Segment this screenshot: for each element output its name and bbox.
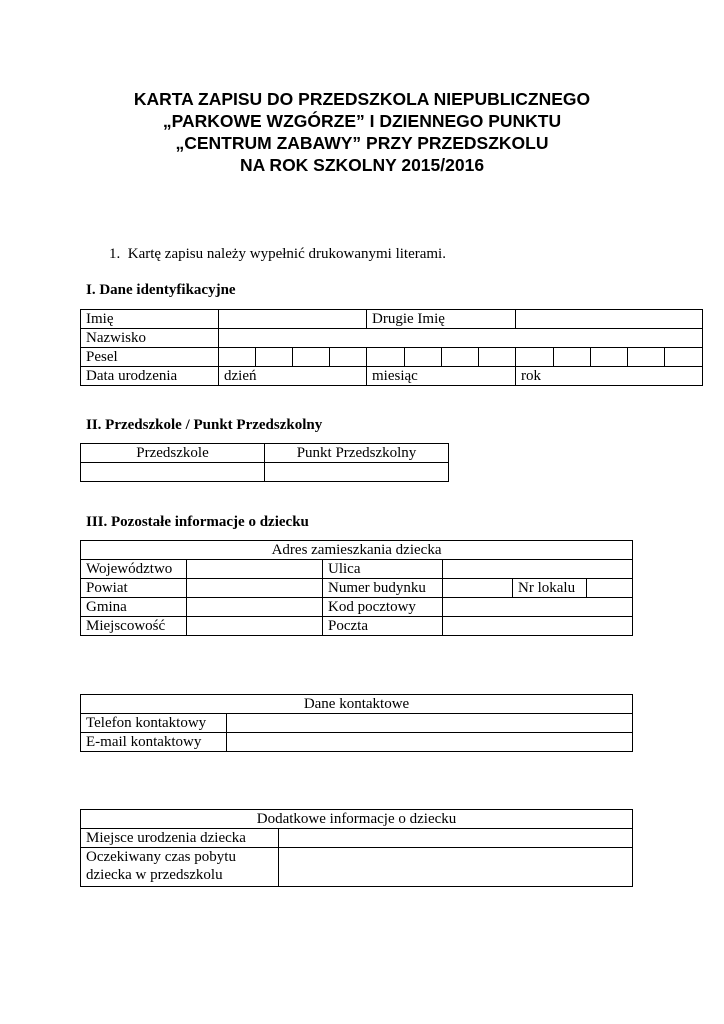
label-nr-lokalu: Nr lokalu — [513, 579, 587, 598]
input-numer-budynku[interactable] — [443, 579, 513, 598]
input-miesiac[interactable]: miesiąc — [367, 367, 516, 386]
row-nazwisko — [81, 329, 703, 348]
pesel-digit-box[interactable] — [665, 348, 703, 367]
row-miejsce-urodzenia — [81, 829, 633, 848]
title-line-2: „PARKOWE WZGÓRZE” I DZIENNEGO PUNKTU — [162, 111, 562, 131]
section-3-heading: III. Pozostałe informacje o dziecku — [86, 514, 309, 530]
input-dzien[interactable]: dzień — [219, 367, 367, 386]
row-address-header — [81, 541, 633, 560]
label-imie: Imię — [81, 310, 219, 329]
instruction-text: 1. Kartę zapisu należy wypełnić drukowanymi literami. — [109, 246, 446, 262]
pesel-digit-box[interactable] — [219, 348, 256, 367]
input-telefon[interactable] — [227, 714, 633, 733]
input-poczta[interactable] — [443, 617, 633, 636]
label-powiat: Powiat — [81, 579, 187, 598]
input-gmina[interactable] — [187, 598, 323, 617]
row-powiat — [81, 579, 633, 598]
input-drugie-imie[interactable] — [516, 310, 703, 329]
row-preschool-choice — [81, 463, 449, 482]
row-contact-header — [81, 695, 633, 714]
pesel-digit-box[interactable] — [367, 348, 405, 367]
pesel-digit-box[interactable] — [554, 348, 591, 367]
label-pesel: Pesel — [81, 348, 219, 367]
row-gmina — [81, 598, 633, 617]
input-rok[interactable]: rok — [516, 367, 703, 386]
row-imie — [81, 310, 703, 329]
title-line-4: NA ROK SZKOLNY 2015/2016 — [239, 155, 485, 175]
input-nr-lokalu[interactable] — [587, 579, 633, 598]
input-punkt-przedszkolny[interactable] — [265, 463, 449, 482]
row-email — [81, 733, 633, 752]
label-wojewodztwo: Województwo — [81, 560, 187, 579]
row-wojewodztwo — [81, 560, 633, 579]
row-pesel — [81, 348, 703, 367]
label-data-urodzenia: Data urodzenia — [81, 367, 219, 386]
label-gmina: Gmina — [81, 598, 187, 617]
label-przedszkole: Przedszkole — [81, 444, 265, 463]
input-miejscowosc[interactable] — [187, 617, 323, 636]
pesel-digit-box[interactable] — [330, 348, 367, 367]
pesel-digit-box[interactable] — [256, 348, 293, 367]
label-czas-pobytu: Oczekiwany czas pobytu dziecka w przedszkolu — [81, 848, 279, 887]
label-poczta: Poczta — [323, 617, 443, 636]
label-ulica: Ulica — [323, 560, 443, 579]
label-punkt-przedszkolny: Punkt Przedszkolny — [265, 444, 449, 463]
label-kod-pocztowy: Kod pocztowy — [323, 598, 443, 617]
address-header: Adres zamieszkania dziecka — [81, 541, 633, 560]
row-additional-header — [81, 810, 633, 829]
row-czas-pobytu — [81, 848, 633, 887]
input-miejsce-urodzenia[interactable] — [279, 829, 633, 848]
additional-header: Dodatkowe informacje o dziecku — [81, 810, 633, 829]
input-ulica[interactable] — [443, 560, 633, 579]
additional-info-table — [80, 809, 633, 887]
row-miejscowosc — [81, 617, 633, 636]
input-kod-pocztowy[interactable] — [443, 598, 633, 617]
identification-table — [80, 309, 703, 386]
row-preschool-header — [81, 444, 449, 463]
pesel-digit-box[interactable] — [591, 348, 628, 367]
contact-table — [80, 694, 633, 752]
section-1-heading: I. Dane identyfikacyjne — [86, 282, 236, 298]
label-email: E-mail kontaktowy — [81, 733, 227, 752]
input-wojewodztwo[interactable] — [187, 560, 323, 579]
input-nazwisko[interactable] — [219, 329, 703, 348]
pesel-digit-box[interactable] — [293, 348, 330, 367]
section-2-heading: II. Przedszkole / Punkt Przedszkolny — [86, 417, 323, 433]
row-data-urodzenia — [81, 367, 703, 386]
address-table — [80, 540, 633, 636]
title-line-3: „CENTRUM ZABAWY” PRZY PRZEDSZKOLU — [175, 133, 549, 153]
pesel-digit-box[interactable] — [516, 348, 554, 367]
label-nazwisko: Nazwisko — [81, 329, 219, 348]
label-telefon: Telefon kontaktowy — [81, 714, 227, 733]
label-drugie-imie: Drugie Imię — [367, 310, 516, 329]
pesel-digit-box[interactable] — [479, 348, 516, 367]
pesel-digit-box[interactable] — [405, 348, 442, 367]
input-czas-pobytu[interactable] — [279, 848, 633, 887]
title-line-1: KARTA ZAPISU DO PRZEDSZKOLA NIEPUBLICZNEGO — [133, 89, 591, 109]
preschool-table — [80, 443, 449, 482]
pesel-digit-box[interactable] — [442, 348, 479, 367]
input-powiat[interactable] — [187, 579, 323, 598]
label-numer-budynku: Numer budynku — [323, 579, 443, 598]
row-telefon — [81, 714, 633, 733]
contact-header: Dane kontaktowe — [81, 695, 633, 714]
form-title — [60, 88, 664, 176]
input-imie[interactable] — [219, 310, 367, 329]
label-miejsce-urodzenia: Miejsce urodzenia dziecka — [81, 829, 279, 848]
input-email[interactable] — [227, 733, 633, 752]
pesel-digit-box[interactable] — [628, 348, 665, 367]
label-miejscowosc: Miejscowość — [81, 617, 187, 636]
input-przedszkole[interactable] — [81, 463, 265, 482]
